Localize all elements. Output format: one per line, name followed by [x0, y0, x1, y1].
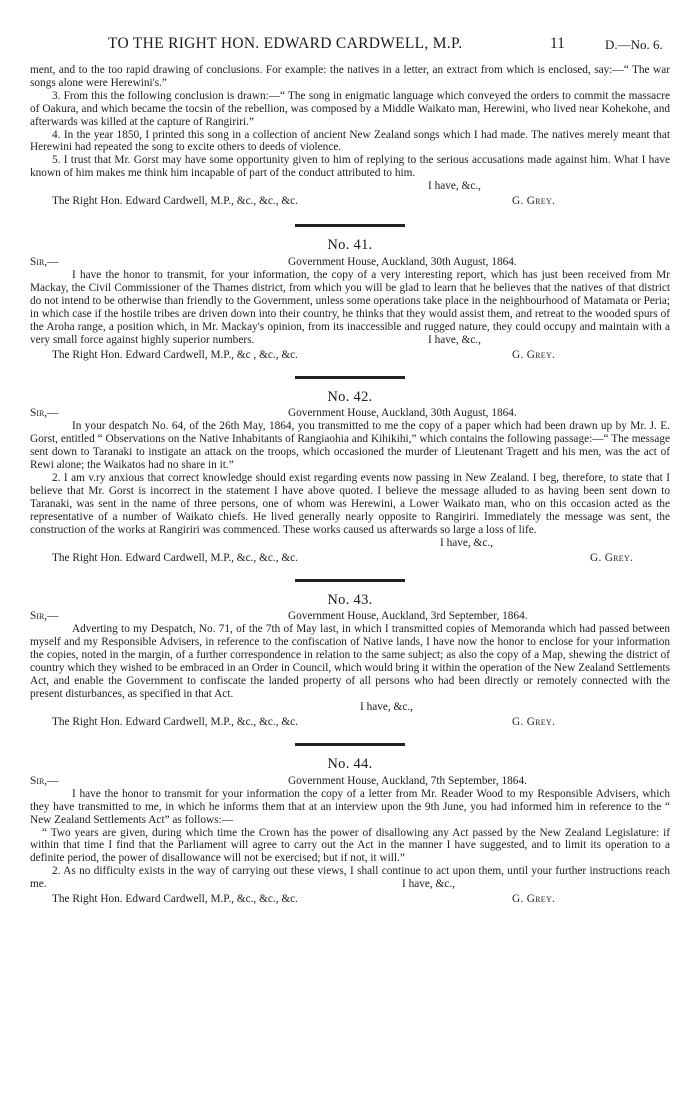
closing-line: [30, 334, 670, 347]
signature: G. Grey.: [512, 348, 556, 361]
section-divider: [295, 376, 405, 379]
closing-phrase: I have, &c.,: [360, 700, 414, 713]
addressee: The Right Hon. Edward Cardwell, M.P., &c., &c., &c.: [52, 195, 298, 208]
paragraph: 3. From this the following conclusion is drawn:—“ The song in enigmatic language which conveyed the orders to commit the massacre of Oakura, and which became the tocsin of the rebellion, was composed by a Middle Waikato man, Herewini, who lived near Kohekohe, and afterwards was killed at the capture of Rangiriri.”: [30, 89, 670, 128]
letter-number: No. 43.: [327, 591, 373, 608]
signature-line: [30, 552, 670, 565]
letter-41: [30, 239, 670, 361]
letter-heading: [30, 775, 670, 788]
section-divider: [295, 743, 405, 746]
salutation: Sir,—: [30, 774, 59, 787]
paragraph: 5. I trust that Mr. Gorst may have some opportunity given to him of replying to the serious accusations made against him. What I have known of him makes me think him incapable of part of the conduct attributed to him.: [30, 154, 670, 180]
closing-line: [30, 701, 670, 714]
paragraph: 4. In the year 1850, I printed this song in a collection of ancient New Zealand songs which I had made. The natives merely meant that Herewini had repeated the song to excite others to deeds of violence.: [30, 128, 670, 154]
letter-42: [30, 388, 670, 565]
document-reference: D.—No. 6.: [605, 37, 663, 52]
paragraph: I have the honor to transmit, for your information, the copy of a very interesting report, which has just been received from Mr Mackay, the Civil Commissioner of the Thames district, from which you will be glad to learn that he believes that the natives of that district do not intend to be otherwise than friendly to the Government, unless some operations take place in the neighbourhood of Matamata or Peria; in which case if the hostile tribes are driven down into their country, he thinks that they would assist them, and retreat to the wooded spurs of the Aroha range, a position which, in Mr. Mackay's opinion, from its inaccessible and rugged nature, they could occupy and maintain with a very small force against highly superior numbers.: [30, 269, 670, 346]
letter-heading: [30, 407, 670, 420]
paragraph: In your despatch No. 64, of the 26th May, 1864, you transmitted to me the copy of a paper which had been drawn up by Mr. J. E. Gorst, entitled “ Observations on the Native Inhabitants of Rangiaohia and Kihikihi,” which contains the following passage:—“ The message sent down to Taranaki to instigate an attack on the troops, which occasioned the murder of Lieutenant Tragett and his men, was the act of Rewi alone; the Waikatos had no share in it.”: [30, 420, 670, 472]
closing-line: [30, 180, 670, 193]
letter-number: No. 41.: [327, 237, 373, 254]
paragraph: I have the honor to transmit for your information the copy of a letter from Mr. Reader Wood to my Responsible Advisers, which they have transmitted to me, in which he informs them that at an interview upon the 9th June, you had informed him in reference to the “ New Zealand Settlements Act” as follows:—: [30, 787, 670, 826]
closing-phrase: I have, &c.,: [428, 333, 482, 346]
salutation: Sir,—: [30, 256, 59, 269]
page-number: 11: [550, 35, 565, 52]
addressee: The Right Hon. Edward Cardwell, M.P., &c., &c., &c.: [52, 551, 298, 564]
section-divider: [295, 579, 405, 582]
signature-line: [30, 349, 670, 362]
letter-43: [30, 591, 670, 729]
salutation: Sir,—: [30, 610, 59, 623]
signature: G. Grey.: [512, 715, 556, 728]
salutation: Sir,—: [30, 407, 59, 420]
running-header: [30, 35, 670, 64]
addressee: The Right Hon. Edward Cardwell, M.P., &c , &c., &c.: [52, 348, 298, 361]
addressee: The Right Hon. Edward Cardwell, M.P., &c., &c., &c.: [52, 893, 298, 906]
addressee: The Right Hon. Edward Cardwell, M.P., &c., &c., &c.: [52, 715, 298, 728]
paragraph: ment, and to the too rapid drawing of conclusions. For example: the natives in a letter, an extract from which is enclosed, say:—“ The war songs alone were Herewini's.”: [30, 64, 670, 89]
signature: G. Grey.: [512, 195, 556, 208]
signature-line: [30, 893, 670, 906]
letter-40-continuation: [30, 64, 670, 208]
closing-line: [30, 878, 670, 891]
letter-number: No. 42.: [327, 388, 373, 405]
letter-heading: [30, 610, 670, 623]
closing-line: [30, 537, 670, 550]
letter-heading: [30, 256, 670, 269]
quoted-passage: “ Two years are given, during which time the Crown has the power of disallowing any Act passed by the New Zealand Legislature: if within that time I find that the Parliament will agree to carry out the Act in the manner I have suggested, and to limit its operation to a definite period, the power of disallowance will not be exercised; but if not, it will.”: [30, 826, 670, 865]
header-title: TO THE RIGHT HON. EDWARD CARDWELL, M.P.: [108, 35, 463, 52]
signature: G. Grey.: [512, 893, 556, 906]
closing-phrase: I have, &c.,: [440, 536, 494, 549]
signature-line: [30, 716, 670, 729]
place-date: Government House, Auckland, 30th August, 1864.: [288, 407, 517, 420]
paragraph: 2. I am v.ry anxious that correct knowledge should exist regarding events now passing in New Zealand. I beg, therefore, to state that I believe that Mr. Gorst is incorrect in the statement I have above quoted. I believe the message alluded to as having been sent down to Taranaki, was sent in the name of three persons, one of whom was Herewini, a Lower Waikato man, who on this occasion acted as the representative of a number of Waikato chiefs. He lived generally nearly opposite to Rangiriri. Immediately the message was sent, the construction of the works at Rangiriri was commenced. These works caused us afterwards so large a loss of life.: [30, 472, 670, 536]
closing-phrase: I have, &c.,: [428, 180, 482, 193]
paragraph: Adverting to my Despatch, No. 71, of the 7th of May last, in which I transmitted copies of Memoranda which had passed between myself and my Responsible Advisers, in reference to the confiscation of Native lands, I have now the honor to enclose for your information the copies, noted in the margin, of a further correspondence in relation to the same subject; as also the copy of a Map, shewing the district of country which they wished to be embraced in an Order in Council, which would bring it within the operation of the New Zealand Settlements Act, and enable the Government to confiscate the landed property of all persons who had been directly or remotely connected with the present disturbances, as specified in that Act.: [30, 623, 670, 700]
signature-line: [30, 195, 670, 208]
letter-44: [30, 755, 670, 906]
place-date: Government House, Auckland, 7th September, 1864.: [288, 774, 527, 787]
place-date: Government House, Auckland, 3rd September, 1864.: [288, 610, 528, 623]
place-date: Government House, Auckland, 30th August, 1864.: [288, 256, 517, 269]
section-divider: [295, 224, 405, 227]
document-page: [30, 35, 670, 906]
signature: G. Grey.: [590, 551, 634, 564]
letter-number: No. 44.: [327, 755, 373, 772]
paragraph: 2. As no difficulty exists in the way of carrying out these views, I shall continue to act upon them, until your further instructions reach me.: [30, 865, 670, 891]
closing-phrase: I have, &c.,: [402, 878, 456, 891]
